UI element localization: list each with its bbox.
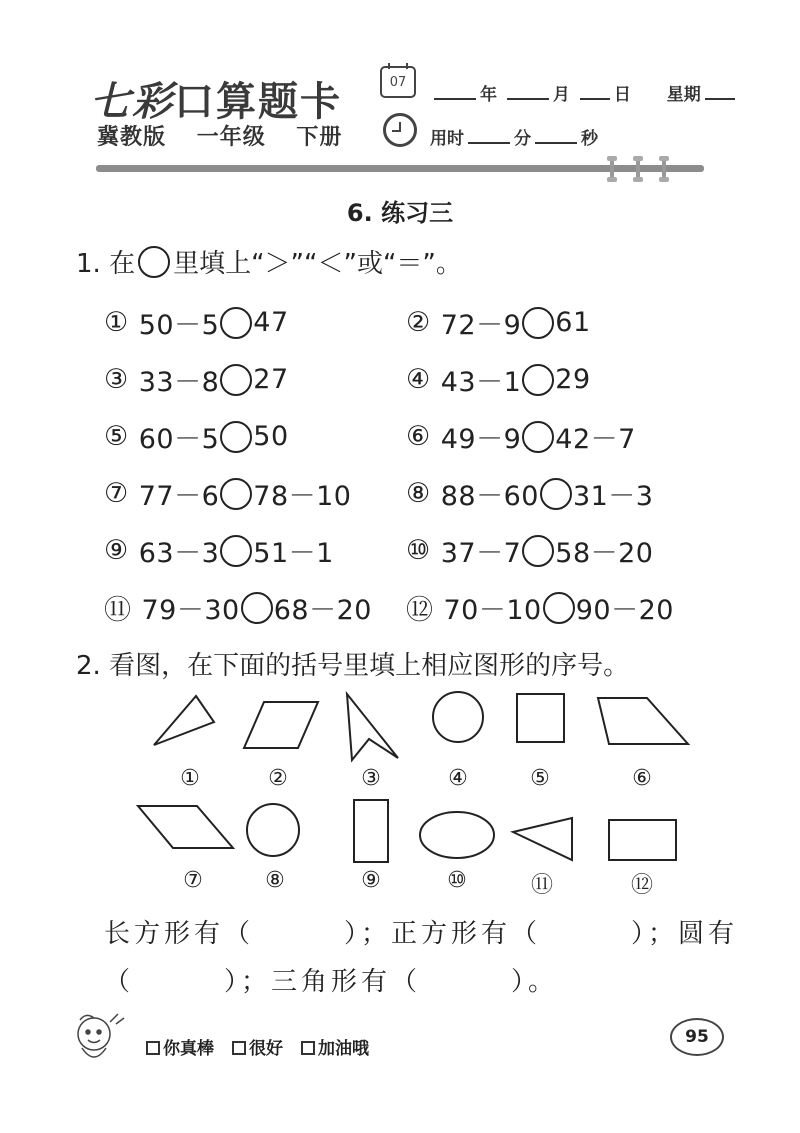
problem-right: 58－20 [555,538,654,569]
shape-7-parallelogram [138,806,233,848]
grade-label: 一年级 [196,125,266,150]
q1-prefix: 1. 在 [76,249,136,279]
problem-left: 63－3 [138,538,220,569]
divider-pin [636,156,640,182]
problem-left: 77－6 [138,481,220,512]
problem-6 [406,417,636,456]
checkbox-icon [146,1041,160,1055]
second-blank[interactable] [535,130,577,144]
year-blank[interactable] [434,86,476,100]
rating-option-2[interactable] [232,1034,283,1059]
problem-number: ③ [104,364,129,395]
clock-icon [383,113,417,147]
shape-label-6: ⑥ [632,766,652,791]
problem-number: ⑩ [406,535,431,566]
problem-11 [104,588,372,627]
problem-right: 27 [253,364,289,395]
date-fill-line [430,80,739,105]
question-1-instruction [76,243,462,280]
problem-right: 68－20 [273,595,372,626]
shape-label-5: ⑤ [530,766,550,791]
comparison-circle[interactable] [241,592,273,624]
calendar-icon [380,66,416,98]
shape-4-circle [433,692,483,742]
shape-label-8: ⑧ [265,868,285,893]
problem-left: 49－9 [440,424,522,455]
divider-pin [662,156,666,182]
problem-5 [104,417,289,456]
problem-10 [406,531,653,570]
problem-left: 43－1 [440,367,522,398]
second-label: 秒 [581,129,598,149]
time-fill-line [430,124,598,149]
shape-12-rectangle [609,820,676,860]
shape-1-triangle [154,696,214,745]
problem-number: ⑫ [406,595,434,626]
self-rating [146,1034,369,1059]
volume-label: 下册 [296,125,343,150]
page-number: 95 [670,1018,724,1056]
lesson-title: 6. 练习三 [346,199,454,227]
checkbox-icon [232,1041,246,1055]
shape-label-2: ② [268,766,288,791]
problem-right: 42－7 [555,424,636,455]
problem-right: 78－10 [253,481,352,512]
answer-line-1[interactable]: 长方形有（ ）；正方形有（ ）；圆有 [104,919,739,949]
shape-5-square [517,694,564,742]
comparison-circle[interactable] [220,421,252,453]
comparison-circle[interactable] [522,307,554,339]
problem-number: ⑦ [104,478,129,509]
answer-line-2[interactable]: （ ）；三角形有（ ）。 [104,967,559,997]
book-subtitle [97,120,364,151]
question-2-instruction: 2. 看图，在下面的括号里填上相应图形的序号。 [76,651,630,681]
year-label: 年 [480,85,497,105]
shape-11-triangle [513,818,572,860]
comparison-circle[interactable] [220,535,252,567]
shape-2-parallelogram [244,702,318,748]
mascot-icon [66,1008,130,1072]
shape-label-7: ⑦ [183,868,203,893]
problem-2 [406,303,591,342]
weekday-label: 星期 [666,85,701,105]
problem-left: 88－60 [440,481,539,512]
problem-left: 50－5 [138,310,220,341]
rating-label: 你真棒 [163,1039,214,1059]
day-blank[interactable] [580,86,610,100]
problem-right: 61 [555,307,591,338]
problem-left: 79－30 [141,595,240,626]
month-label: 月 [552,85,570,105]
problem-number: ② [406,307,431,338]
day-label: 日 [613,85,631,105]
problem-3 [104,360,289,399]
problem-left: 33－8 [138,367,220,398]
problem-right: 50 [253,421,289,452]
minute-blank[interactable] [468,130,510,144]
shape-label-10: ⑩ [447,868,467,893]
month-blank[interactable] [507,86,549,100]
comparison-circle[interactable] [220,364,252,396]
problem-number: ⑪ [104,595,132,626]
problem-number: ⑨ [104,535,129,566]
shape-label-1: ① [180,766,200,791]
problem-number: ⑤ [104,421,129,452]
shape-3-arrow-triangle [347,694,398,760]
checkbox-icon [301,1041,315,1055]
problem-1 [104,303,289,342]
problem-number: ① [104,307,129,338]
comparison-circle[interactable] [522,421,554,453]
answer-circle-icon [138,246,170,278]
comparison-circle[interactable] [540,478,572,510]
problem-number: ④ [406,364,431,395]
shape-9-rectangle [354,800,388,862]
shape-8-circle [247,804,299,856]
problem-4 [406,360,591,399]
rating-option-3[interactable] [301,1034,369,1059]
rating-option-1[interactable] [146,1034,214,1059]
problem-7 [104,474,351,513]
brand-logo [90,70,342,127]
problem-left: 60－5 [138,424,220,455]
problem-left: 72－9 [440,310,522,341]
shape-label-3: ③ [361,766,381,791]
comparison-circle[interactable] [220,478,252,510]
problem-12 [406,588,674,627]
shape-label-9: ⑨ [361,868,381,893]
calendar-number: 07 [389,75,407,90]
time-label: 用时 [430,129,464,149]
minute-label: 分 [514,129,531,149]
edition-label: 冀教版 [97,125,167,150]
shapes-figure [0,680,800,870]
divider-pin [610,156,614,182]
weekday-blank[interactable] [705,86,735,100]
shape-label-11: ⑪ [530,873,553,898]
problem-right: 90－20 [575,595,674,626]
comparison-circle[interactable] [522,535,554,567]
problem-8 [406,474,653,513]
brand-title: 口算题卡 [174,78,342,125]
rating-label: 加油哦 [318,1039,369,1059]
comparison-circle[interactable] [543,592,575,624]
problem-number: ⑧ [406,478,431,509]
shape-10-ellipse [420,812,494,858]
problem-right: 31－3 [572,481,654,512]
problem-left: 37－7 [440,538,522,569]
comparison-circle[interactable] [522,364,554,396]
shape-label-4: ④ [448,766,468,791]
comparison-circle[interactable] [220,307,252,339]
problem-right: 29 [555,364,591,395]
shape-6-trapezoid [598,698,688,744]
problem-number: ⑥ [406,421,431,452]
rating-label: 很好 [249,1039,283,1059]
q1-suffix: 里填上“＞”“＜”或“＝”。 [173,249,462,279]
problem-9 [104,531,334,570]
problem-right: 51－1 [253,538,334,569]
shape-label-12: ⑫ [630,873,653,898]
brand-script: 七彩 [90,78,174,125]
problem-right: 47 [253,307,289,338]
problem-left: 70－10 [443,595,542,626]
